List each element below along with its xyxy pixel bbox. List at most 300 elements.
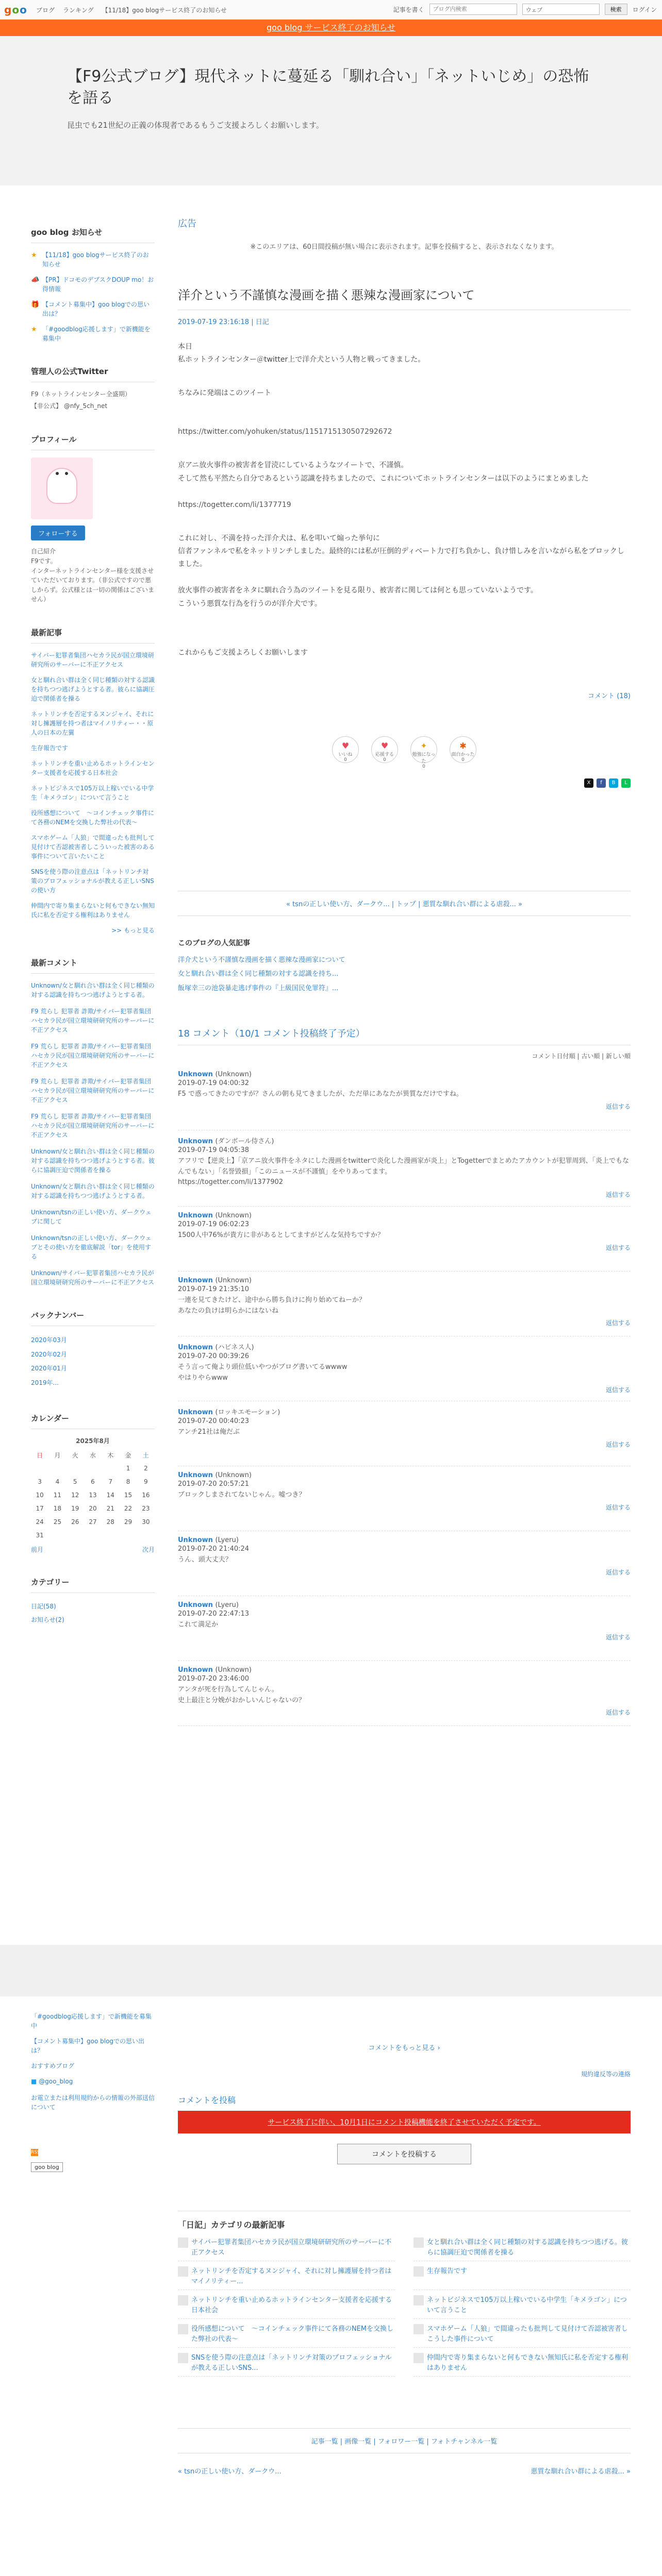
post-thumbnail: [178, 2266, 188, 2277]
reaction-count: 0: [422, 764, 425, 770]
news-item-label: 【11/18】goo blogサービス終了のお知らせ: [42, 251, 149, 268]
twitter-line: F9（ネットラインセンター全盛期）: [31, 391, 131, 398]
post-paragraph: これからもご支援よろしくお願いします: [178, 648, 308, 657]
comment-author-sub: (Unknown): [215, 1276, 252, 1284]
comment-text: 一連を見てきたけど、途中から勝ち負けに拘り始めてねーか？ あなたの負けは明らかにはないね: [178, 1296, 366, 1315]
post-comment-heading: コメントを投稿: [178, 2095, 236, 2105]
star-icon: ★: [31, 251, 37, 259]
latest-heading: 「日記」カテゴリの最新記事: [178, 2220, 285, 2230]
bottom-sidebar: [31, 2012, 155, 2172]
reply-link[interactable]: 返信する: [605, 1244, 631, 1251]
profile-heading: プロフィール: [31, 434, 155, 450]
news-item[interactable]: [31, 275, 155, 294]
news-item-label: 【PR】ドコモのデブスクDOUP mo！お得情報: [42, 276, 154, 293]
footer-pager: [178, 2466, 631, 2476]
comment-author-name: Unknown: [178, 1276, 213, 1284]
comment-item: [178, 1207, 631, 1272]
calendar-day: 14: [106, 1492, 114, 1499]
global-header: [0, 0, 662, 20]
reaction-label: いいね: [338, 752, 353, 758]
comment-author-name: Unknown: [178, 1601, 213, 1609]
calendar-day: 20: [89, 1505, 97, 1513]
twitter-heading: 管理人の公式Twitter: [31, 366, 155, 382]
calendar-weekday: 土: [142, 1451, 149, 1459]
reaction-buttons: [178, 736, 631, 770]
post-paragraph: 本日 私ホットラインセンター＠twitter上で洋介犬という人物と戦ってきました。: [178, 342, 425, 364]
header-tools: [393, 4, 657, 15]
comment-date: 2019-07-20 20:57:21: [178, 1480, 250, 1488]
comment-author[interactable]: [178, 1342, 631, 1351]
comment-date: 2019-07-20 23:46:00: [178, 1674, 250, 1683]
calendar-day: 23: [142, 1505, 150, 1513]
comment-text: F5 で惑ってきたのですが？さんの朝も見てきましたが、ただ単にあなたが異質なだけですね。: [178, 1090, 463, 1098]
latest-post-link[interactable]: [413, 2238, 631, 2261]
comment-author-sub: (Lyeru): [215, 1536, 239, 1544]
calendar-month: 2025年8月: [76, 1437, 110, 1445]
post-thumbnail: [178, 2238, 188, 2248]
calendar-day: [137, 1529, 155, 1542]
comment-author-sub: (Unknown): [215, 1666, 252, 1674]
calendar-day: 22: [124, 1505, 133, 1513]
backnumber-link[interactable]: 2020年01月: [31, 1365, 67, 1372]
calendar-box: [31, 1413, 155, 1554]
comment-author[interactable]: [178, 1136, 631, 1145]
latest-post-link[interactable]: [178, 2266, 395, 2290]
comment-item: [178, 1661, 631, 1726]
latest-post-link[interactable]: [178, 2353, 395, 2377]
reaction-button[interactable]: [450, 736, 476, 763]
calendar-weekday: 金: [125, 1451, 131, 1459]
profile-box: [31, 434, 155, 604]
calendar-day: [84, 1462, 102, 1475]
comment-author-name: Unknown: [178, 1137, 213, 1145]
facebook-share-icon[interactable]: f: [597, 778, 606, 788]
header-nav: [36, 6, 227, 14]
more-comments-link[interactable]: コメントをもっと見る ›: [368, 2044, 440, 2052]
calendar-weekday: 木: [107, 1451, 114, 1459]
latest-post-title: ネットリンチを否定するヌンジャイ、それに対し擁護層を持つ者はマイノリティー...: [191, 2267, 392, 2285]
popular-post-link[interactable]: 女と馴れ合い群は全く同じ種類の対する認識を持ち...: [178, 970, 339, 978]
recent-post-link[interactable]: 仲間内で寄り集まらないと何もできない無知氏に私を否定する権利はありません: [31, 902, 155, 919]
comment-date: 2019-07-20 21:40:24: [178, 1545, 250, 1553]
comment-author-sub: (Unknown): [215, 1070, 252, 1078]
twitter-icon: ■: [31, 2078, 37, 2085]
news-heading: goo blog お知らせ: [31, 227, 155, 243]
calendar-day: 27: [89, 1518, 97, 1526]
calendar-day: 19: [71, 1505, 79, 1513]
calendar-day: 2: [144, 1465, 148, 1472]
comment-list: [178, 1065, 631, 1726]
comments-heading: 最新コメント: [31, 957, 155, 974]
news-item-label: 「#goodblog応援します」で新機能を募集中: [42, 326, 151, 342]
calendar-day: 16: [142, 1492, 150, 1499]
logo-letter: o: [20, 4, 27, 16]
calendar-day: 6: [91, 1478, 95, 1486]
calendar-day: 17: [36, 1505, 44, 1513]
news-item[interactable]: [31, 250, 155, 269]
recent-post-link[interactable]: ネットビジネスで105万以上稼いでいる中学生「キメラゴン」について言うこと: [31, 784, 154, 801]
gift-icon: 🎁: [31, 301, 40, 309]
comment-author-sub: (ダンボール侍さん): [215, 1137, 274, 1145]
reply-link[interactable]: 返信する: [605, 1709, 631, 1717]
latest-post-link[interactable]: [413, 2295, 631, 2319]
latest-post-title: 生存報告です: [427, 2267, 468, 2275]
category-link[interactable]: 日記(58): [31, 1603, 56, 1611]
calendar-day: [67, 1462, 84, 1475]
popular-posts: [178, 938, 631, 995]
reaction-label: 面白かった: [451, 752, 475, 758]
post-thumbnail: [178, 2324, 188, 2334]
reaction-count: 0: [344, 757, 347, 763]
comment-author[interactable]: [178, 1406, 631, 1416]
latest-post-link[interactable]: [413, 2266, 631, 2290]
calendar-day: 4: [55, 1478, 60, 1486]
backnumber-heading: バックナンバー: [31, 1310, 155, 1326]
recent-post-link[interactable]: 生存報告です: [31, 744, 69, 752]
comment-author[interactable]: [178, 1212, 631, 1219]
profile-text: 自己紹介 F9です。 インターネットラインセンター様を支援させていただいております。（非公式ですので悪しからず。公式様とは一切の関係はございません）: [31, 548, 155, 603]
calendar-weekday: 月: [54, 1451, 61, 1459]
comment-author-name: Unknown: [178, 1343, 213, 1351]
blog-search-input[interactable]: [429, 4, 517, 15]
news-item-label: 【コメント募集中】goo blogでの思い出は？: [42, 301, 150, 317]
latest-post-title: スマホゲーム「人狼」で間違ったも批判して見付けて否認被害者しこうした事件について: [427, 2325, 628, 2343]
reply-link[interactable]: 返信する: [605, 1319, 631, 1327]
reply-link[interactable]: 返信する: [605, 1191, 631, 1199]
recent-heading: 最新記事: [31, 627, 155, 643]
calendar-day: [84, 1529, 102, 1542]
bottom-side-link[interactable]: 「#goodblog応援します」で新機能を募集中: [31, 2013, 152, 2029]
comment-author-sub: (Unknown): [215, 1211, 252, 1219]
comment-author-name: Unknown: [178, 1070, 213, 1078]
comment-item: [178, 1596, 631, 1661]
calendar-weekday: 日: [37, 1451, 43, 1459]
comment-author-name: Unknown: [178, 1408, 213, 1416]
comment-author[interactable]: [178, 1536, 631, 1544]
calendar-day: 5: [73, 1478, 77, 1486]
comment-text: これて満足か: [178, 1620, 219, 1629]
comments-heading: 18 コメント（10/1 コメント投稿終了予定）: [178, 1026, 631, 1045]
comment-date: 2019-07-19 04:00:32: [178, 1079, 250, 1087]
reply-link[interactable]: 返信する: [605, 1440, 631, 1448]
latest-post-link[interactable]: [413, 2353, 631, 2377]
calendar-day: 9: [144, 1478, 148, 1486]
comment-date: 2019-07-20 00:40:23: [178, 1417, 250, 1425]
post-thumbnail: [413, 2324, 424, 2334]
recent-comment-link[interactable]: F9 荒らし 犯罪者 詐欺/サイバー犯罪者集団ハセカラ民が国立環境研研究所のサーバーに不正アクセス: [31, 1112, 155, 1139]
comment-date: 2019-07-20 00:39:26: [178, 1352, 250, 1360]
reaction-label: 応援する: [375, 752, 394, 758]
post-thumbnail: [413, 2238, 424, 2248]
ad-label: 広告: [178, 218, 196, 229]
comment-author[interactable]: [178, 1277, 631, 1284]
post-thumbnail: [178, 2295, 188, 2306]
heart-icon: ♥: [380, 741, 389, 751]
calendar-day: 8: [126, 1478, 130, 1486]
footer-links[interactable]: 記事一覧 | 画像一覧 | フォロワー一覧 | フォトチャンネル一覧: [178, 2428, 631, 2453]
twitter-box: [31, 366, 155, 411]
calendar-weekday: 火: [72, 1451, 78, 1459]
logo-letter: o: [12, 4, 20, 16]
recent-comment-link[interactable]: Unknown/女と馴れ合い群は全く同じ種類の対する認識を持ちつつ逃げようとする者。: [31, 1182, 155, 1199]
comment-item: [178, 1401, 631, 1466]
post-paragraph: 放火事件の被害者をネタに馴れ合う為のツイートを見る限り、被害者に関しては何とも思っていないようです。 こういう悪質な行為を行うのが洋介犬です。: [178, 586, 538, 608]
comment-author[interactable]: [178, 1601, 631, 1609]
latest-grid: [178, 2238, 631, 2377]
post-paragraph: これに対し、不満を持った洋介犬は、私を叩いて煽った挙句に 信者ファンネルで私をネットリンチしました。最終的には私が圧倒的ディベート力で打ち負かし、負け惜しみを言いながら私をブロックしました。: [178, 534, 624, 569]
comment-author-name: Unknown: [178, 1471, 213, 1479]
latest-post-title: 仲間内で寄り集まらないと何もできない無知氏に私を否定する権利はありません: [427, 2354, 628, 2372]
twitter-line[interactable]: 【非公式】 @nfy_5ch_net: [31, 402, 108, 410]
comment-date: 2019-07-19 04:05:38: [178, 1146, 250, 1154]
post-thumbnail: [413, 2266, 424, 2277]
calendar-day: 26: [71, 1518, 79, 1526]
calendar-day: 18: [53, 1505, 62, 1513]
category-heading: カテゴリー: [31, 1577, 155, 1593]
backnumber-box: [31, 1310, 155, 1390]
comment-text: アフリで【逆炎上】「京アニ放火事件をネタにした漫画をtwitterで炎化した漫画家が炎上」とTogetterでまとめたアカウントが犯罪周到、「炎上でもなんでもない」「名誉毀損」「このニュースが不謹慎」をやりあってます。 https://togetter.com/li/1377902: [178, 1157, 630, 1187]
main-content: [178, 216, 631, 1726]
tweet-url[interactable]: https://twitter.com/yohuken/status/1151715130507292672: [178, 428, 392, 436]
blog-title[interactable]: 【F9公式ブログ】現代ネットに蔓延る「馴れ合い」「ネットいじめ」の恐怖を語る: [67, 67, 589, 107]
heart-icon: ♥: [341, 741, 350, 751]
ad-note: ※このエリアは、60日間投稿が無い場合に表示されます。記事を投稿すると、表示されなくなります。: [250, 243, 558, 251]
recent-post-link[interactable]: 女と馴れ合い群は全く同じ種類の対する認識を持ちつつ逃げようとする者。彼らに協調圧迫で関係者を操る: [31, 676, 155, 702]
post-comment-button[interactable]: コメントを投稿する: [337, 2144, 471, 2164]
post-body: [178, 341, 631, 659]
news-box: [31, 227, 155, 343]
notice-text: goo blog サービス終了のお知らせ: [267, 23, 395, 32]
latest-post-title: 女と馴れ合い群は全く同じ種類の対する認識を持ちつつ逃げる。彼らに協調圧迫で関係者を操る: [427, 2239, 628, 2257]
post-thumbnail: [413, 2295, 424, 2306]
logo-letter: g: [4, 4, 12, 16]
category-latest-posts: [178, 2211, 631, 2377]
comment-sort[interactable]: コメント日付順 | 古い順 | 新しい順: [532, 1052, 631, 1060]
recent-post-link[interactable]: スマホゲーム「人狼」で間違ったも批判して見付けて否認被害者しこういった被害のある事件について言いたいこと: [31, 834, 155, 860]
goo-blog-twitter-link[interactable]: [31, 2077, 155, 2086]
category-link[interactable]: お知らせ(2): [31, 1616, 64, 1623]
login-link[interactable]: ログイン: [632, 6, 657, 13]
recent-post-link[interactable]: ネットリンチを否定するヌンジャイ、それに対し擁護層を持つ者はマイノリティー・・原人の日本の左翼: [31, 710, 154, 736]
comment-item: [178, 1466, 631, 1531]
recent-comment-link[interactable]: Unknown/tsnの正しい使い方、ダークウェブに関して: [31, 1208, 152, 1225]
recent-comment-link[interactable]: F9 荒らし 犯罪者 詐欺/サイバー犯罪者集団ハセカラ民が国立環境研研究所のサーバーに不正アクセス: [31, 1077, 155, 1104]
latest-post-link[interactable]: [178, 2295, 395, 2319]
reply-link[interactable]: 返信する: [605, 1103, 631, 1110]
calendar-day: [48, 1529, 66, 1542]
recent-post-link[interactable]: SNSを使う際の注意点は「ネットリンチ対策のプロフェッショナルが教える正しいSNSの使い方: [31, 868, 154, 894]
reaction-button[interactable]: [332, 736, 359, 763]
calendar-day: [67, 1529, 84, 1542]
recent-post-link[interactable]: サイバー犯罪者集団ハセカラ民が国立環境研研究所のサーバーに不正アクセス: [31, 651, 154, 668]
calendar-day: 15: [124, 1492, 133, 1499]
comment-item: [178, 1531, 631, 1596]
recent-comment-link[interactable]: F9 荒らし 犯罪者 詐欺/サイバー犯罪者集団ハセカラ民が国立環境研研究所のサーバーに不正アクセス: [31, 1042, 155, 1069]
comment-author[interactable]: [178, 1471, 631, 1479]
calendar-prev-link[interactable]: 前月: [31, 1546, 44, 1554]
calendar-day: [48, 1462, 66, 1475]
reply-link[interactable]: 返信する: [605, 1633, 631, 1641]
avatar-face-shape: [46, 468, 77, 504]
x-share-icon[interactable]: X: [584, 778, 593, 788]
comment-date: 2019-07-19 06:02:23: [178, 1220, 250, 1228]
report-link[interactable]: 規約違反等の連絡: [581, 2071, 631, 2078]
calendar-day: 11: [53, 1492, 62, 1499]
comment-date: 2019-07-19 21:35:10: [178, 1285, 250, 1293]
calendar-next-link[interactable]: 次月: [142, 1546, 155, 1554]
goo-logo[interactable]: [4, 4, 27, 16]
bottom-side-link[interactable]: 【コメント募集中】goo blogでの思い出は？: [31, 2038, 145, 2054]
calendar-day: 25: [53, 1518, 62, 1526]
post-thumbnail: [178, 2353, 188, 2363]
calendar-day: 10: [36, 1492, 44, 1499]
post-pager[interactable]: « tsnの正しい使い方、ダークウ... | トップ | 悪質な馴れ合い群による虐殺... »: [178, 891, 631, 916]
recent-comment-link[interactable]: Unknown/tsnの正しい使い方、ダークウェブとその使い方を徹底解説「tor」を使用する: [31, 1234, 152, 1260]
more-posts-link[interactable]: >> もっと見る: [111, 926, 155, 934]
calendar-day: 30: [142, 1518, 150, 1526]
popular-post-link[interactable]: 飯塚幸三の池袋暴走逃げ事件の『上級国民免罪符』...: [178, 984, 339, 992]
line-share-icon[interactable]: L: [621, 778, 631, 788]
sidebar: [31, 227, 155, 1649]
comment-end-notice[interactable]: サービス終了に伴い、10月1日にコメント投稿機能を終了させていただく予定です。: [178, 2111, 631, 2133]
latest-post-link[interactable]: [178, 2238, 395, 2261]
news-item[interactable]: [31, 300, 155, 318]
comment-count-link[interactable]: コメント (18): [588, 692, 631, 701]
recent-comment-link[interactable]: Unknown/女と馴れ合い群は全く同じ種類の対する認識を持ちつつ逃げようとする者。彼らに協調圧迫で関係者を操る: [31, 1147, 155, 1174]
popular-heading: このブログの人気記事: [178, 939, 250, 948]
reply-link[interactable]: 返信する: [605, 1568, 631, 1576]
recent-comment-link[interactable]: F9 荒らし 犯罪者 詐欺/サイバー犯罪者集団ハセカラ民が国立環境研研究所のサーバーに不正アクセス: [31, 1007, 155, 1033]
recent-comment-link[interactable]: Unknown/サイバー犯罪者集団ハセカラ民が国立環境研研究所のサーバーに不正アクセス: [31, 1269, 155, 1286]
comment-item: [178, 1130, 631, 1207]
comment-author-sub: (ロッキエモーション): [215, 1408, 280, 1416]
calendar-day: [102, 1462, 119, 1475]
clap-icon: ✱: [459, 741, 467, 751]
comment-text: アンチ21社は俺だぶ: [178, 1428, 240, 1436]
reply-link[interactable]: 返信する: [605, 1386, 631, 1394]
reply-link[interactable]: 返信する: [605, 1503, 631, 1511]
bulb-icon: ✦: [420, 741, 427, 751]
latest-post-link[interactable]: [413, 2324, 631, 2348]
recent-post-link[interactable]: ネットリンチを重い止めるホットラインセンター支援者を応援する日本社会: [31, 759, 155, 776]
prev-post-link[interactable]: « tsnの正しい使い方、ダークウ...: [178, 2468, 282, 2476]
comment-author[interactable]: [178, 1666, 631, 1674]
post-meta[interactable]: 2019-07-19 23:16:18 | 日記: [178, 318, 269, 326]
comment-item: [178, 1065, 631, 1130]
blog-header: [0, 36, 662, 185]
search-scope-select[interactable]: ウェブ: [522, 4, 600, 15]
calendar-day: 24: [36, 1518, 44, 1526]
recent-comment-link[interactable]: Unknown/女と馴れ合い群は全く同じ種類の対する認識を持ちつつ逃げようとする者。: [31, 981, 155, 998]
nav-ranking[interactable]: ランキング: [63, 7, 94, 14]
togetter-url[interactable]: https://togetter.com/li/1377719: [178, 500, 291, 509]
comment-author-name: Unknown: [178, 1666, 213, 1674]
calendar-day: 3: [38, 1478, 42, 1486]
calendar-day: 1: [126, 1465, 130, 1472]
news-item[interactable]: [31, 325, 155, 343]
calendar-heading: カレンダー: [31, 1413, 155, 1429]
comment-author-sub: (Unknown): [215, 1471, 252, 1479]
post-thumbnail: [413, 2353, 424, 2363]
comment-text: ブロックしまされてないじゃん。嘘つき？: [178, 1490, 306, 1499]
twitter-handle: @goo_blog: [39, 2078, 73, 2085]
comment-author-name: Unknown: [178, 1211, 213, 1219]
recent-posts-box: [31, 627, 155, 935]
goo-blog-badge[interactable]: goo blog: [31, 2162, 63, 2172]
backnumber-link[interactable]: 2020年03月: [31, 1336, 67, 1344]
calendar-table: [31, 1448, 155, 1542]
comment-item: [178, 1336, 631, 1401]
share-buttons: [178, 778, 631, 788]
privacy-note[interactable]: お電立または利用規約からの情報の外部送信について: [31, 2094, 155, 2111]
comment-author[interactable]: [178, 1071, 631, 1078]
comment-text: 1500人中76%が貴方に非があるとしてますがどんな気持ちですか？: [178, 1231, 384, 1239]
write-post-link[interactable]: 記事を書く: [393, 6, 424, 13]
calendar-day: [31, 1462, 48, 1475]
nav-notice[interactable]: 【11/18】goo blogサービス終了のお知らせ: [102, 7, 227, 14]
recent-post-link[interactable]: 役所感想について 〜コインチェック事件にて各務のNEMを交換した弊社の代表〜: [31, 809, 155, 826]
calendar-nav: [31, 1545, 155, 1554]
latest-post-title: SNSを使う際の注意点は「ネットリンチ対策のプロフェッショナルが教える正しいSNS...: [191, 2354, 392, 2372]
rss-row: [31, 2148, 155, 2156]
reaction-button[interactable]: [410, 736, 437, 770]
blog-description: 昆虫でも21世紀の正義の体現者であるもうご支援よろしくお願いします。: [67, 121, 324, 130]
service-end-notice-bar[interactable]: [0, 20, 662, 36]
latest-post-title: サイバー犯罪者集団ハセカラ民が国立環境研研究所のサーバーに不正アクセス: [191, 2239, 392, 2257]
comment-date: 2019-07-20 22:47:13: [178, 1609, 250, 1618]
latest-post-title: ネットリンチを重い止めるホットラインセンター支援者を応援する日本社会: [191, 2296, 392, 2314]
nav-blog[interactable]: ブログ: [36, 7, 55, 14]
calendar-day: [119, 1529, 137, 1542]
hatena-share-icon[interactable]: B: [609, 778, 618, 788]
calendar-day: 7: [108, 1478, 113, 1486]
latest-post-title: ネットビジネスで105万以上稼いでいる中学生「キメラゴン」について言うこと: [427, 2296, 627, 2314]
bottom-side-link[interactable]: おすすめブログ: [31, 2062, 75, 2070]
comment-author-sub: (ハビネス人): [215, 1343, 254, 1351]
rss-icon[interactable]: RSS: [31, 2150, 40, 2155]
latest-post-title: 役所感想について 〜コインチェック事件にて各務のNEMを交換した弊社の代表〜: [191, 2325, 394, 2343]
calendar-day: 12: [71, 1492, 79, 1499]
recent-comments-box: [31, 957, 155, 1287]
backnumber-link[interactable]: 2019年...: [31, 1379, 59, 1386]
post-paragraph: ちなみに発端はこのツイート: [178, 388, 272, 397]
comment-item: [178, 1272, 631, 1336]
calendar-day: 21: [106, 1505, 114, 1513]
comment-text: アンタが死を行為してんじゃん。 史上最注と分娩がおかしいんじゃないの？: [178, 1685, 306, 1704]
calendar-day: 13: [89, 1492, 97, 1499]
calendar-day: 29: [124, 1518, 133, 1526]
post-title[interactable]: 洋介という不謹慎な漫画を描く悪辣な漫画家について: [178, 287, 631, 310]
next-post-link[interactable]: 悪質な馴れ合い群による虐殺... »: [531, 2468, 631, 2476]
reaction-button[interactable]: [371, 736, 398, 763]
follow-button[interactable]: フォローする: [31, 526, 85, 540]
calendar-day: 31: [36, 1532, 44, 1539]
calendar-weekday: 水: [89, 1451, 96, 1459]
post-paragraph: 京アニ放火事件の被害者を冒涜にしているようなツイートで、不謹慎。 そして然も平然たら自分であるという認識を持ちましたので、これについてホットラインセンターは以下のようにまとめました: [178, 461, 589, 483]
search-button[interactable]: 検索: [605, 4, 627, 15]
profile-avatar[interactable]: [31, 457, 93, 519]
category-box: [31, 1577, 155, 1626]
calendar-day: 28: [106, 1518, 114, 1526]
comment-text: うん、頭大丈夫？: [178, 1555, 232, 1564]
star-icon: ★: [31, 326, 37, 333]
megaphone-icon: 📣: [31, 276, 40, 284]
latest-post-link[interactable]: [178, 2324, 395, 2348]
popular-post-link[interactable]: 洋介犬という不謹慎な漫画を描く悪辣な漫画家について: [178, 956, 345, 964]
calendar-day: [102, 1529, 119, 1542]
backnumber-link[interactable]: 2020年02月: [31, 1350, 67, 1358]
gray-overlay-band: [0, 1945, 662, 1996]
